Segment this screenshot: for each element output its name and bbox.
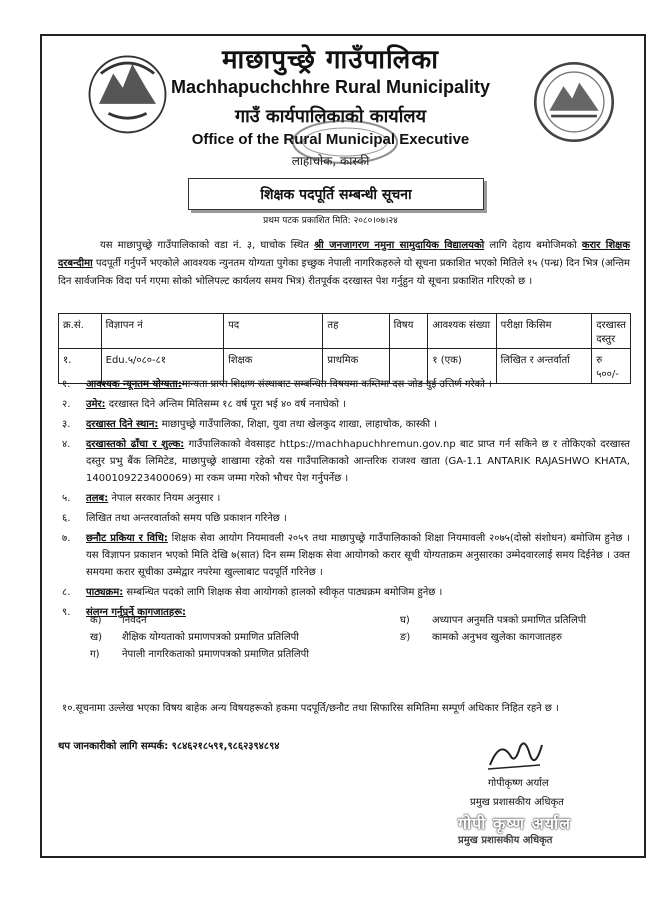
office-title-np: गाउँ कार्यपालिकाको कार्यालय [234, 106, 427, 127]
item-number: १. [62, 379, 71, 390]
intro-text-1: यस माछापुच्छ्रे गाउँपालिकाको वडा नं. ३, घाचोक स्थित [100, 240, 315, 251]
list-item [62, 490, 630, 507]
list-item [62, 584, 630, 601]
notice-heading-text: शिक्षक पदपूर्ति सम्बन्धी सूचना [260, 186, 412, 203]
contact-info: थप जानकारीको लागि सम्पर्क: ९८४६२१८५९१,९८६२३९४८९४ [58, 741, 280, 752]
item-body: सम्बन्धित पदको लागि शिक्षक सेवा आयोगको हालको स्वीकृत पाठ्यक्रम बमोजिम हुनेछ । [123, 587, 443, 598]
item-10: १०.सूचनामा उल्लेख भएका विषय बाहेक अन्य विषयहरूको हकमा पदपूर्ति/छनौट तथा सिफारिस समितिमा सम्पूर्ण अधिकार निहित रहने छ । [62, 703, 559, 714]
item-label: छनौट प्रकिया र विधि: [86, 533, 168, 544]
cell-sn: १. [59, 349, 102, 384]
item-number: ९. [62, 607, 71, 618]
item-text [86, 584, 630, 601]
document-mark: घ) [400, 615, 410, 626]
col-header-level: तह [323, 314, 389, 349]
document-mark: ग) [90, 649, 100, 660]
cell-count: १ (एक) [428, 349, 496, 384]
list-item [62, 530, 630, 581]
item-body: शिक्षक सेवा आयोग नियमावली २०५९ तथा माछापुच्छ्रे गाउँपालिकाको शिक्षा नियमावली २०७५(दोस्रो संशोधन) बमोजिम हुनेछ ।यस विज्ञापन प्रकाशन भएको मिति देखि ७(सात) दिन सम्म शिक्षक सेवा आयोगको करार सूची योग्यताक्रम अनुसारका उम्मेदवारलाई समय दिईनेछ । उक्त समयमा करार सूचीका उम्मेद्वार नपरेमा खुल्लाबाट पदपूर्ति गरिनेछ । [86, 533, 631, 578]
item-number: ५. [62, 493, 71, 504]
col-header-fee: दरखास्त दस्तुर [592, 314, 631, 349]
list-item [62, 376, 630, 393]
municipality-title-en: Machhapuchchhre Rural Municipality [170, 77, 491, 97]
cell-ad-no: Edu.५/०८०-८१ [101, 349, 224, 384]
item-number: ७. [62, 533, 71, 544]
col-header-post: पद [224, 314, 323, 349]
signatory-title: प्रमुख प्रशासकीय अधिकृत [470, 797, 564, 808]
office-stamp-icon [290, 118, 400, 166]
cell-post: शिक्षक [224, 349, 323, 384]
document-text: कामको अनुभव खुलेका कागजातहरु [432, 632, 562, 643]
item-body: गाउँपालिकाको वेवसाइट https://machhapuchhremun.gov.np बाट प्राप्त गर्न सकिने छ र तोकिएको दरखास्त दस्तुर प्रभु बैंक लिमिटेड, माछापुच्छ्रे शाखामा रहेको यस गाउँपालिकाको आन्तरिक राजश्व खाता (GA-1.1 ANTARIK RAJASHWO KHATA, 1400109223400069) मा रकम जम्मा गरेको भौचर पेश गर्नुपर्नेछ । [86, 439, 630, 484]
list-item [62, 510, 630, 527]
item-label: दरखास्त दिने स्थान: [86, 419, 159, 430]
item-label: दरखास्तको ढाँचा र शुल्क: [86, 439, 185, 450]
publication-date: प्रथम पटक प्रकाशित मिति: २०८०।०७।२४ [263, 216, 398, 226]
item-number: ३. [62, 419, 71, 430]
requirements-list [62, 376, 630, 624]
school-name: श्री जनजागरण नमुना सामुदायिक विद्यालयको [314, 240, 485, 251]
municipality-title-np: माछापुच्छ्रे गाउँपालिका [221, 45, 440, 75]
seal-name: गोपी कृष्ण अर्याल [458, 814, 572, 833]
cell-level: प्राथमिक [323, 349, 389, 384]
office-location: लाहाचोक, कास्की [291, 154, 370, 168]
document-mark: ङ) [400, 632, 411, 643]
document-mark: क) [90, 615, 102, 626]
cell-fee: रु ५००/- [592, 349, 631, 384]
document-text: नेपाली नागरिकताको प्रमाणपत्रको प्रमाणित प्रतिलिपी [122, 649, 309, 660]
col-header-subject: विषय [389, 314, 428, 349]
document-item [400, 629, 630, 646]
item-number: २. [62, 399, 71, 410]
document-text: निवेदन [122, 615, 147, 626]
intro-text-3: पदपूर्ती गर्नुपर्ने भएकोले आवश्यक न्युनतम योग्यता पुगेका इच्छुक नेपाली नागरिकहरुले यो सूचना प्रकाशित भएको मितिले १५ (पन्ध्र) दिन भित्र (अन्तिम दिन सार्वजनिक विदा पर्न गएमा सोको भोलिपल्ट कार्यलय समय भित्र) रीतपूर्वक दरखास्त पेश गर्नुहुन यो सूचना प्रकाशित गरिएको छ । [58, 258, 630, 287]
item-label: संलग्न गर्नुपर्ने कागजातहरू: [86, 607, 186, 618]
seal-title: प्रमुख प्रशासकीय अधिकृत [458, 835, 553, 846]
item-label: उमेर: [86, 399, 106, 410]
table-header-row [59, 314, 631, 349]
intro-paragraph [58, 237, 630, 291]
notice-heading [188, 178, 484, 210]
name-seal [458, 812, 618, 852]
item-text [86, 376, 630, 393]
vacancy-table [58, 313, 631, 384]
item-label: आवश्यक न्यूनतम योग्यता: [86, 379, 182, 390]
document-text: शैक्षिक योग्यताको प्रमाणपत्रको प्रमाणित प्रतिलिपी [122, 632, 299, 643]
item-number: ६. [62, 513, 71, 524]
signature-icon [480, 735, 550, 775]
document-item [90, 646, 320, 663]
item-label: तलब: [86, 493, 109, 504]
item-body: लिखित तथा अन्तरवार्ताको समय पछि प्रकाशन गरिनेछ । [86, 513, 287, 524]
item-label: पाठ्यक्रम: [86, 587, 124, 598]
contract-post: करार शिक्षक दरबन्दीमा [58, 240, 631, 269]
list-item [62, 396, 630, 413]
documents-right-column [400, 612, 630, 646]
item-text [86, 530, 630, 581]
col-header-count: आवश्यक संख्या [428, 314, 496, 349]
office-title-en: Office of the Rural Municipal Executive [191, 131, 470, 148]
signatory-name: गोपीकृष्ण अर्याल [488, 778, 549, 789]
item-text [86, 416, 630, 433]
document-item [90, 612, 320, 629]
document-item [400, 612, 630, 629]
col-header-ad-no: विज्ञापन नं [101, 314, 224, 349]
item-body: माछापुच्छ्रे गाउँपालिका, शिक्षा, युवा तथा खेलकुद शाखा, लाहाचोक, कास्की । [158, 419, 438, 430]
document-text: अध्यापन अनुमति पत्रको प्रमाणित प्रतिलिपी [432, 615, 587, 626]
item-text [86, 436, 630, 487]
documents-left-column [90, 612, 320, 663]
cell-exam: लिखित र अन्तर्वार्ता [496, 349, 592, 384]
item-body: नेपाल सरकार नियम अनुसार । [108, 493, 221, 504]
item-body: मान्यता प्राप्त शिक्षण संस्थाबाट सम्बन्धित विषयमा कम्तिमा दस जोड दुई उत्तिर्ण गरेको । [181, 379, 492, 390]
col-header-exam: परीक्षा किसिम [496, 314, 592, 349]
list-item [62, 416, 630, 433]
item-text [86, 510, 630, 527]
item-body: दरखास्त दिने अन्तिम मितिसम्म १८ वर्ष पूरा भई ४० वर्ष ननाघेको । [105, 399, 346, 410]
item-text [86, 490, 630, 507]
item-number: ८. [62, 587, 71, 598]
document-mark: ख) [90, 632, 103, 643]
document-item [90, 629, 320, 646]
item-text [86, 396, 630, 413]
col-header-sn: क्र.सं. [59, 314, 102, 349]
intro-text-2: लागि देहाय बमोजिमको [484, 240, 582, 251]
item-number: ४. [62, 439, 71, 450]
list-item [62, 436, 630, 487]
